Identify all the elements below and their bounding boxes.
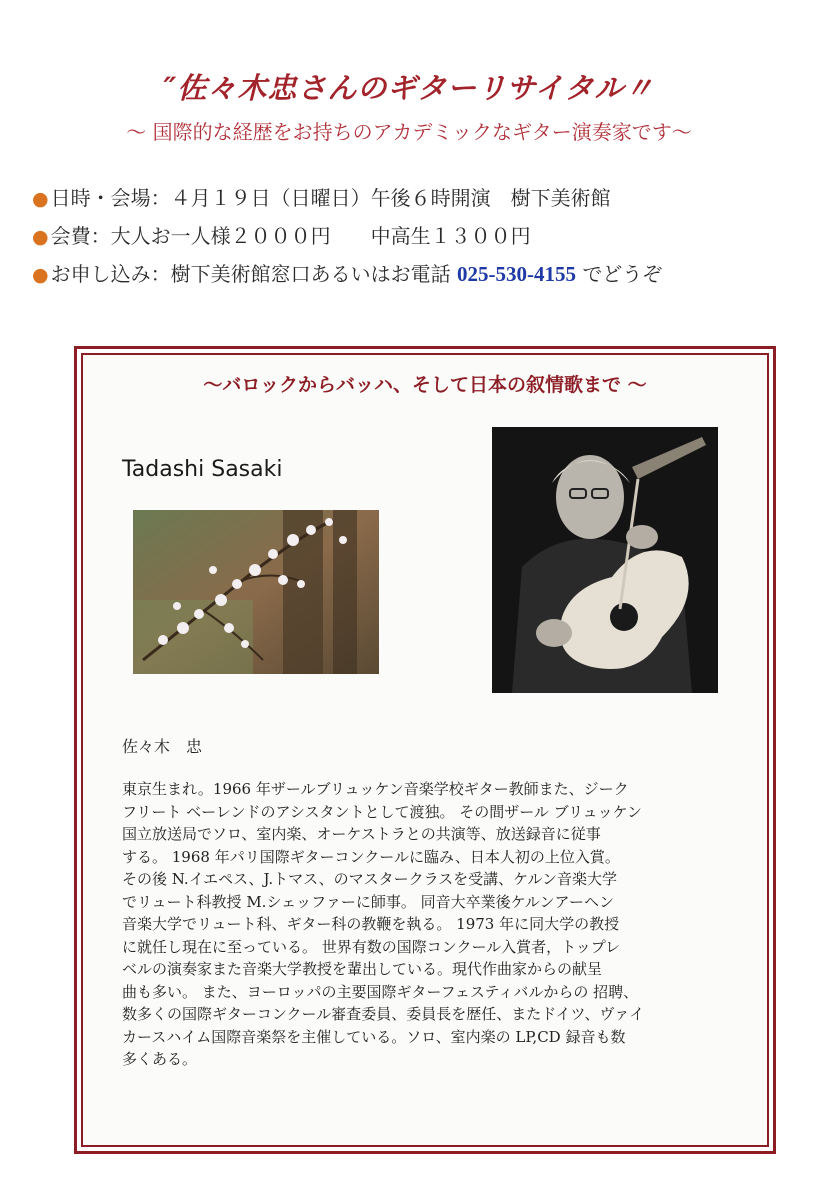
bio-line: カースハイム国際音楽祭を主催している。ソロ、室内楽の LP,CD 録音も数: [122, 1027, 626, 1046]
bullet-icon: ●: [32, 188, 49, 210]
bio-line: する。 1968 年パリ国際ギターコンクールに臨み、日本人初の上位入賞。: [122, 847, 620, 866]
bio-line: その後 N.イエペス、J.トマス、のマスタークラスを受講、ケルン音楽大学: [122, 870, 618, 888]
apply-suffix: でどうぞ: [582, 262, 663, 286]
apply-prefix: お申し込み：樹下美術館窓口あるいはお電話: [50, 262, 451, 286]
bio-line: 多くある。: [122, 1050, 198, 1068]
page-subtitle: ～ 国際的な経歴をお持ちのアカデミックなギター演奏家です～: [126, 120, 692, 144]
info-datetime: [32, 182, 611, 211]
bio-line: 数多くの国際ギターコンクール審査委員、委員長を歴任、またドイツ、ヴァイ: [122, 1005, 645, 1023]
bio-line: ベルの演奏家また音楽大学教授を輩出している。現代作曲家からの献呈: [122, 960, 603, 978]
guitarist-photo: [492, 427, 718, 693]
phone-number: 025-530-4155: [456, 262, 576, 286]
bio-line: 曲も多い。 また、ヨーロッパの主要国際ギターフェスティバルからの 招聘、: [122, 982, 639, 1001]
bullet-icon: ●: [32, 226, 49, 248]
page-title: ″佐々木忠さんのギターリサイタル〃: [163, 71, 655, 105]
bio-line: でリュート科教授 M.シェッファーに師事。 同音大卒業後ケルンアーヘン: [122, 892, 615, 911]
datetime-text: 日時・会場：４月１９日（日曜日）午後６時開演 樹下美術館: [50, 186, 611, 210]
performer-name-jp: 佐々木 忠: [122, 737, 203, 756]
bio-line: 国立放送局でソロ、室内楽、オーケストラとの共演等、放送録音に従事: [122, 825, 601, 843]
info-apply: [32, 258, 662, 287]
program-banner: ～バロックからバッハ、そして日本の叙情歌まで ～: [203, 374, 647, 396]
cherry-blossom-photo: [133, 510, 379, 674]
bio-line: に就任し現在に至っている。 世界有数の国際コンクール入賞者，トップレ: [122, 937, 621, 956]
info-fee: [32, 220, 531, 249]
bio-line: 東京生まれ。1966 年ザールブリュッケン音楽学校ギター教師また、ジーク: [122, 780, 629, 798]
performer-name-en: Tadashi Sasaki: [122, 457, 283, 482]
performer-biography: [122, 778, 732, 1071]
bio-line: 音楽大学でリュート科、ギター科の教鞭を執る。 1973 年に同大学の教授: [122, 915, 620, 933]
fee-text: 会費：大人お一人様２０００円 中高生１３００円: [50, 224, 531, 248]
bio-line: フリート ベーレンドのアシスタントとして渡独。 その間ザール ブリュッケン: [122, 802, 642, 821]
bullet-icon: ●: [32, 264, 49, 286]
